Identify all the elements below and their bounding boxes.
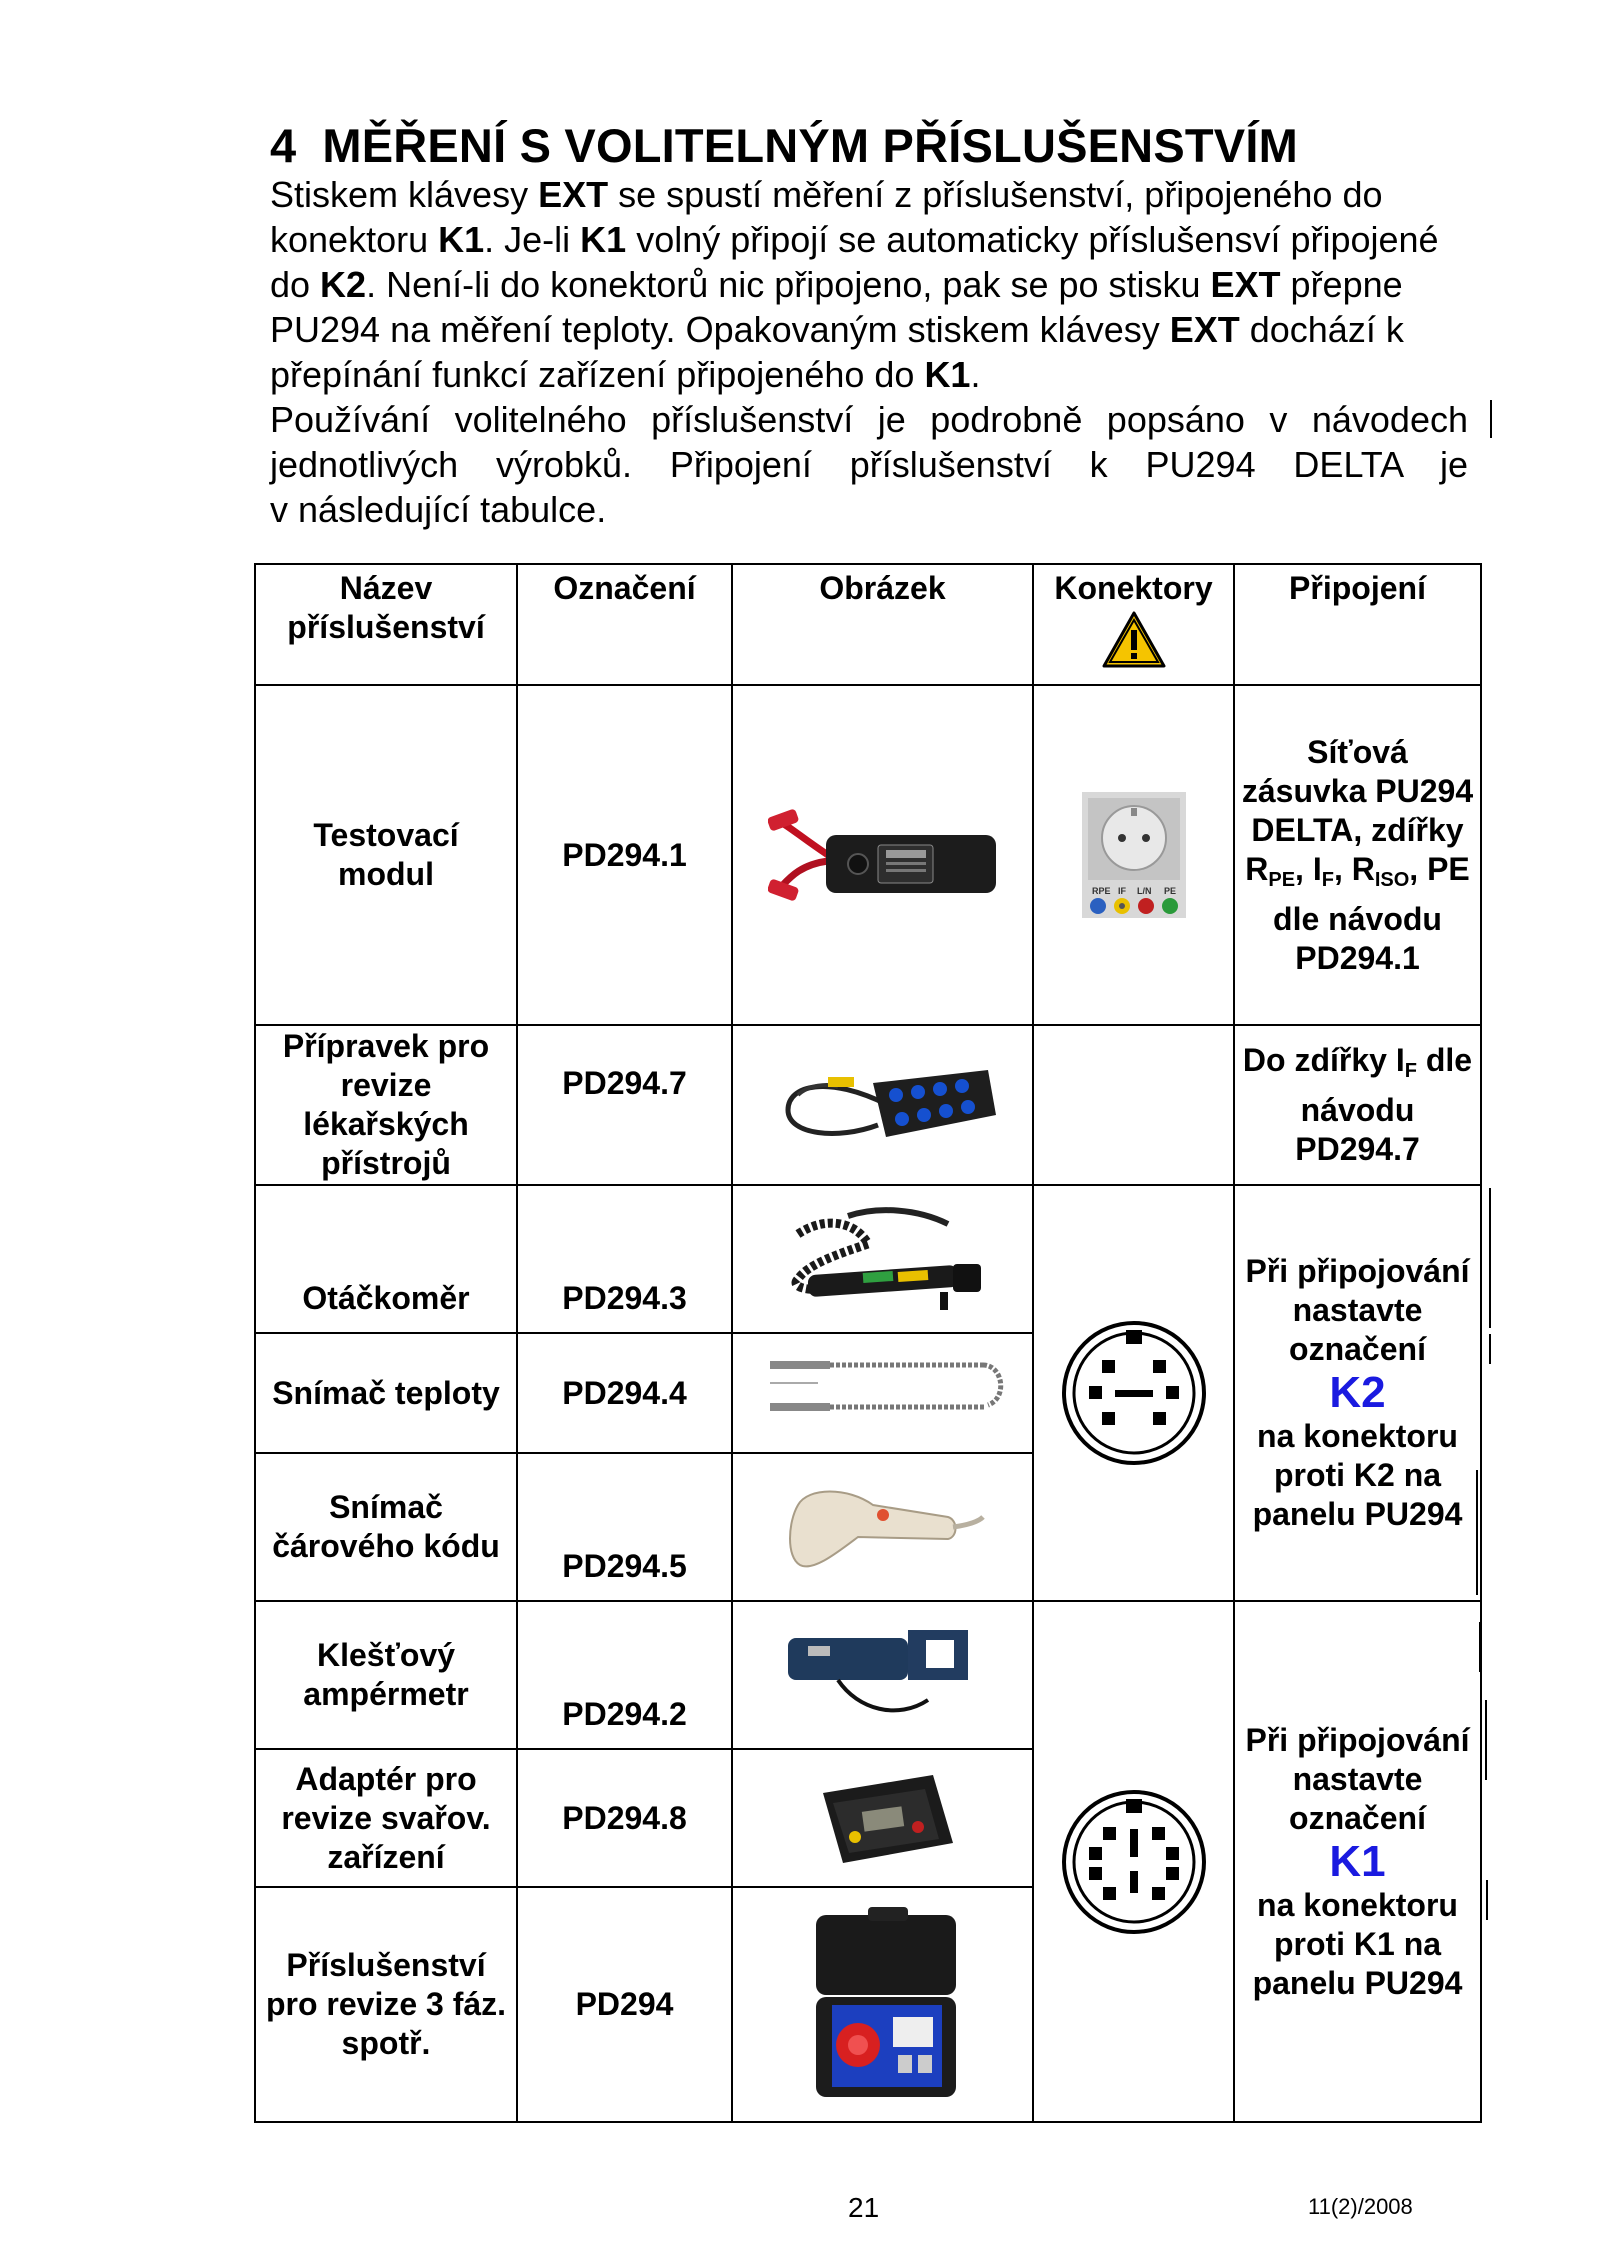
usage-line: Používání volitelného příslušenství je podrobně popsáno v návodech <box>270 399 1468 440</box>
connector-k1: K1 <box>580 219 627 260</box>
change-bar <box>1490 400 1492 438</box>
intro-text: . Je-li <box>484 219 581 260</box>
row-name: Testovací modul <box>255 685 517 1025</box>
row-code: PD294.2 <box>517 1601 732 1749</box>
row-connector-k2 <box>1033 1185 1234 1601</box>
row-code: PD294.1 <box>517 685 732 1025</box>
connector-k1: K1 <box>924 354 971 395</box>
row-image <box>732 1749 1033 1887</box>
intro-text: dochází k přepínání funkcí zařízení připojeného do <box>270 309 1404 395</box>
row-image <box>732 1025 1033 1185</box>
connection-text: Síťová zásuvka PU294 DELTA, zdířky R <box>1241 733 1474 887</box>
row-name: Příslušenství pro revize 3 fáz. spotř. <box>255 1887 517 2122</box>
row-name: Snímač čárového kódu <box>255 1453 517 1601</box>
row-image <box>732 1185 1033 1333</box>
table-row <box>255 1025 1481 1185</box>
row-code: PD294.3 <box>517 1185 732 1333</box>
intro-text: se spustí měření z příslušenství, připojeného do konektoru <box>270 174 1383 260</box>
page-number: 21 <box>848 2192 880 2223</box>
connection-text: Při připojování nastavte označení <box>1245 1721 1470 1836</box>
connector-key-k1: K1 <box>1329 1836 1386 1886</box>
change-bar <box>1489 1334 1491 1364</box>
subscript: F <box>1404 1060 1417 1082</box>
section-title: MĚŘENÍ S VOLITELNÝM PŘÍSLUŠENSTVÍM <box>322 119 1298 172</box>
welding-adapter-image <box>803 1763 963 1873</box>
row-code-text: PD294.7 <box>562 1065 687 1101</box>
barcode-scanner-image <box>778 1477 988 1577</box>
intro-text: Stiskem klávesy <box>270 174 539 215</box>
connection-text: dle návodu PD294.7 <box>1295 1042 1473 1167</box>
socket-label-if: IF <box>1117 886 1126 896</box>
ext-key: EXT <box>1169 309 1240 350</box>
row-name: Adaptér pro revize svařov. zařízení <box>255 1749 517 1887</box>
section-heading <box>270 118 1298 173</box>
temperature-probe-image <box>758 1353 1008 1433</box>
row-connection-k1 <box>1234 1601 1481 2122</box>
connection-text: , R <box>1333 850 1375 887</box>
connector-k2: K2 <box>320 264 367 305</box>
tachometer-image <box>768 1204 998 1314</box>
ext-key: EXT <box>538 174 609 215</box>
connector-k1: K1 <box>438 219 485 260</box>
change-bar <box>1486 1880 1488 1920</box>
connection-text: , PE dle návodu PD294.1 <box>1273 850 1470 976</box>
row-code <box>517 1025 732 1185</box>
row-connection <box>1234 1025 1481 1185</box>
row-image <box>732 1601 1033 1749</box>
row-code: PD294 <box>517 1887 732 2122</box>
subscript: ISO <box>1374 868 1410 891</box>
usage-line: jednotlivých výrobků. Připojení příslušenství k PU294 DELTA je <box>270 444 1468 485</box>
three-phase-kit-image <box>798 1905 968 2105</box>
test-module-image <box>768 795 998 915</box>
header-connection: Připojení <box>1234 564 1481 685</box>
header-name: Název příslušenství <box>255 564 517 685</box>
change-bar <box>1489 1188 1491 1328</box>
socket-label-pe: PE <box>1163 886 1176 896</box>
socket-panel-icon <box>1082 792 1186 918</box>
section-number: 4 <box>270 119 297 172</box>
row-connector-k1 <box>1033 1601 1234 2122</box>
subscript: PE <box>1268 868 1296 891</box>
table-header-row <box>255 564 1481 685</box>
connection-text: , I <box>1295 850 1322 887</box>
connection-text: na konektoru proti K1 na panelu PU294 <box>1252 1886 1463 2001</box>
header-image: Obrázek <box>732 564 1033 685</box>
din-connector-k2-icon <box>1059 1318 1209 1468</box>
accessory-table <box>254 563 1482 2123</box>
row-name: Snímač teploty <box>255 1333 517 1453</box>
ext-key: EXT <box>1210 264 1281 305</box>
intro-text: přepne PU294 na měření teploty. Opakovaným stiskem klávesy <box>270 264 1403 350</box>
row-code: PD294.4 <box>517 1333 732 1453</box>
row-connector <box>1033 1025 1234 1185</box>
medical-adapter-image <box>768 1055 998 1155</box>
row-code: PD294.8 <box>517 1749 732 1887</box>
connection-text: Při připojování nastavte označení <box>1245 1253 1470 1367</box>
row-code: PD294.5 <box>517 1453 732 1601</box>
intro-text: . Není-li do konektorů nic připojeno, pak se po stisku <box>366 264 1211 305</box>
document-date: 11(2)/2008 <box>1308 2194 1413 2219</box>
row-connector <box>1033 685 1234 1025</box>
row-image <box>732 1453 1033 1601</box>
row-name: Otáčkoměr <box>255 1185 517 1333</box>
connection-text: Do zdířky I <box>1242 1042 1405 1078</box>
table-row <box>255 1601 1481 1749</box>
intro-text: . <box>970 354 981 395</box>
intro-paragraph <box>270 172 1468 397</box>
usage-line: v následující tabulce. <box>270 489 607 530</box>
din-connector-k1-icon <box>1059 1787 1209 1937</box>
connector-key-k2: K2 <box>1329 1368 1386 1417</box>
socket-label-rpe: RPE <box>1091 886 1111 896</box>
warning-icon <box>1101 610 1167 670</box>
row-connection <box>1234 685 1481 1025</box>
header-connectors-label: Konektory <box>1054 570 1213 606</box>
table-row <box>255 685 1481 1025</box>
row-image <box>732 1333 1033 1453</box>
row-name: Klešťový ampérmetr <box>255 1601 517 1749</box>
subscript: F <box>1321 868 1334 891</box>
clamp-ammeter-image <box>778 1620 988 1730</box>
header-code: Označení <box>517 564 732 685</box>
connection-text: na konektoru proti K2 na panelu PU294 <box>1252 1418 1463 1532</box>
change-bar <box>1485 1700 1487 1780</box>
socket-label-ln: L/N <box>1136 886 1151 896</box>
row-image <box>732 685 1033 1025</box>
header-connectors <box>1033 564 1234 685</box>
row-connection-k2 <box>1234 1185 1481 1601</box>
usage-paragraph <box>270 397 1468 532</box>
intro-text: volný připojí se automaticky příslušensví připojené do <box>270 219 1439 305</box>
row-name: Přípravek pro revize lékařských přístrojů <box>255 1025 517 1185</box>
row-image <box>732 1887 1033 2122</box>
table-row <box>255 1185 1481 1333</box>
